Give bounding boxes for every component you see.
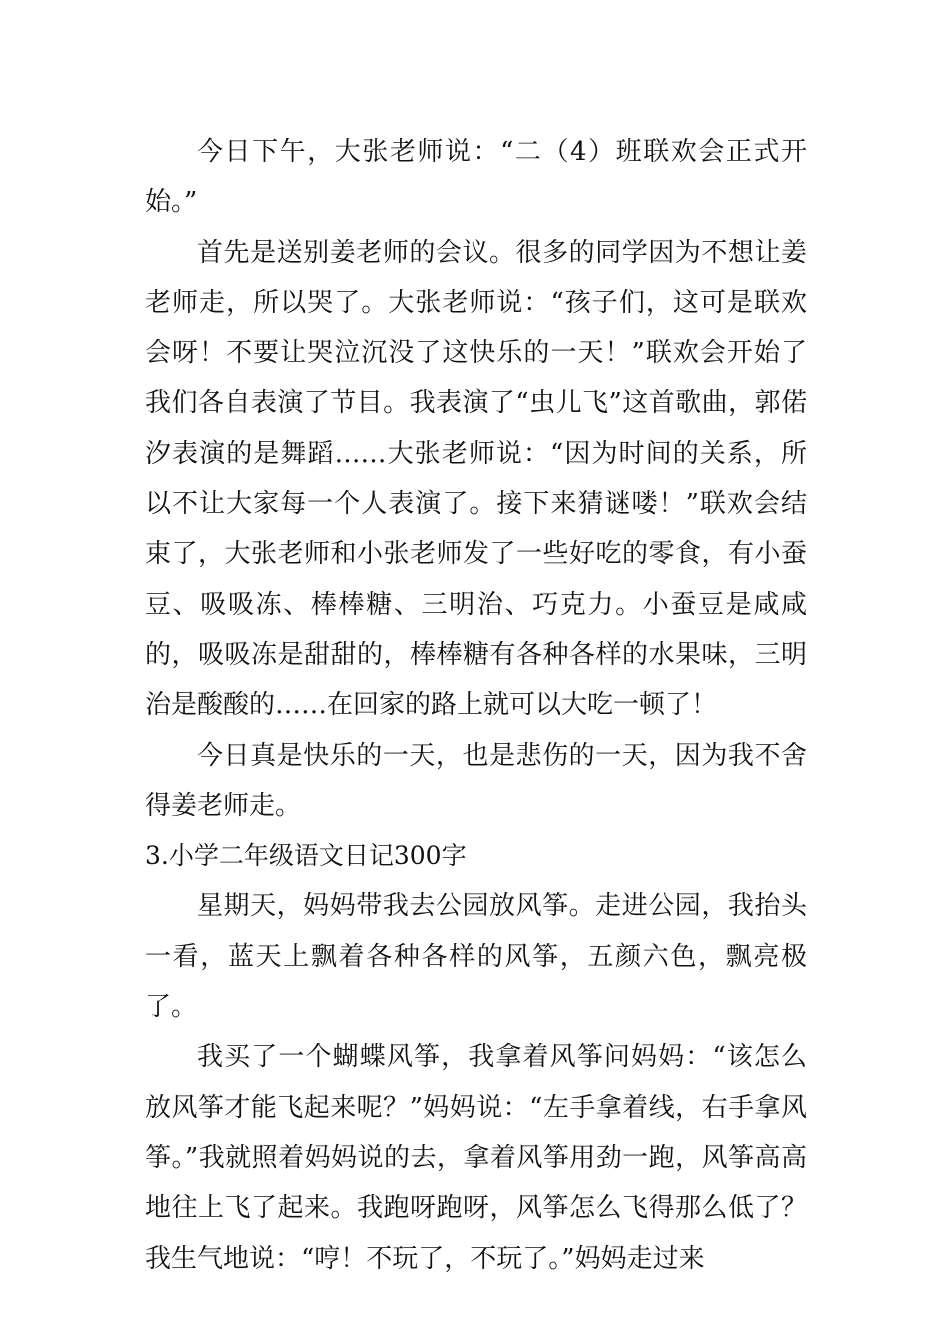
paragraph-2: 首先是送别姜老师的会议。很多的同学因为不想让姜老师走，所以哭了。大张老师说：“孩子们，这可是联欢会呀！不要让哭泣沉没了这快乐的一天！”联欢会开始了我们各自表演了节目。我表演了“虫儿飞”这首歌曲，郭偌汐表演的是舞蹈……大张老师说：“因为时间的关系，所以不让大家每一个人表演了。接下来猜谜喽！”联欢会结束了，大张老师和小张老师发了一些好吃的零食，有小蚕豆、吸吸冻、棒棒糖、三明治、巧克力。小蚕豆是咸咸的，吸吸冻是甜甜的，棒棒糖有各种各样的水果味，三明治是酸酸的……在回家的路上就可以大吃一顿了！ xyxy=(145,237,807,721)
paragraph-5: 我买了一个蝴蝶风筝，我拿着风筝问妈妈：“该怎么放风筝才能飞起来呢？”妈妈说：“左手拿着线，右手拿风筝。”我就照着妈妈说的去，拿着风筝用劲一跑，风筝高高地往上飞了起来。我跑呀跑呀，风筝怎么飞得那么低了？我生气地说：“哼！不玩了，不玩了。”妈妈走过来 xyxy=(145,1042,807,1274)
paragraph-3: 今日真是快乐的一天，也是悲伤的一天，因为我不舍得姜老师走。 xyxy=(145,740,807,821)
paragraph-1: 今日下午，大张老师说：“二（4）班联欢会正式开始。” xyxy=(145,137,807,218)
section-heading: 3.小学二年级语文日记300字 xyxy=(145,841,467,871)
paragraph-4: 星期天，妈妈带我去公园放风筝。走进公园，我抬头一看，蓝天上飘着各种各样的风筝，五颜六色，飘亮极了。 xyxy=(145,891,807,1023)
document-page xyxy=(145,127,807,1284)
